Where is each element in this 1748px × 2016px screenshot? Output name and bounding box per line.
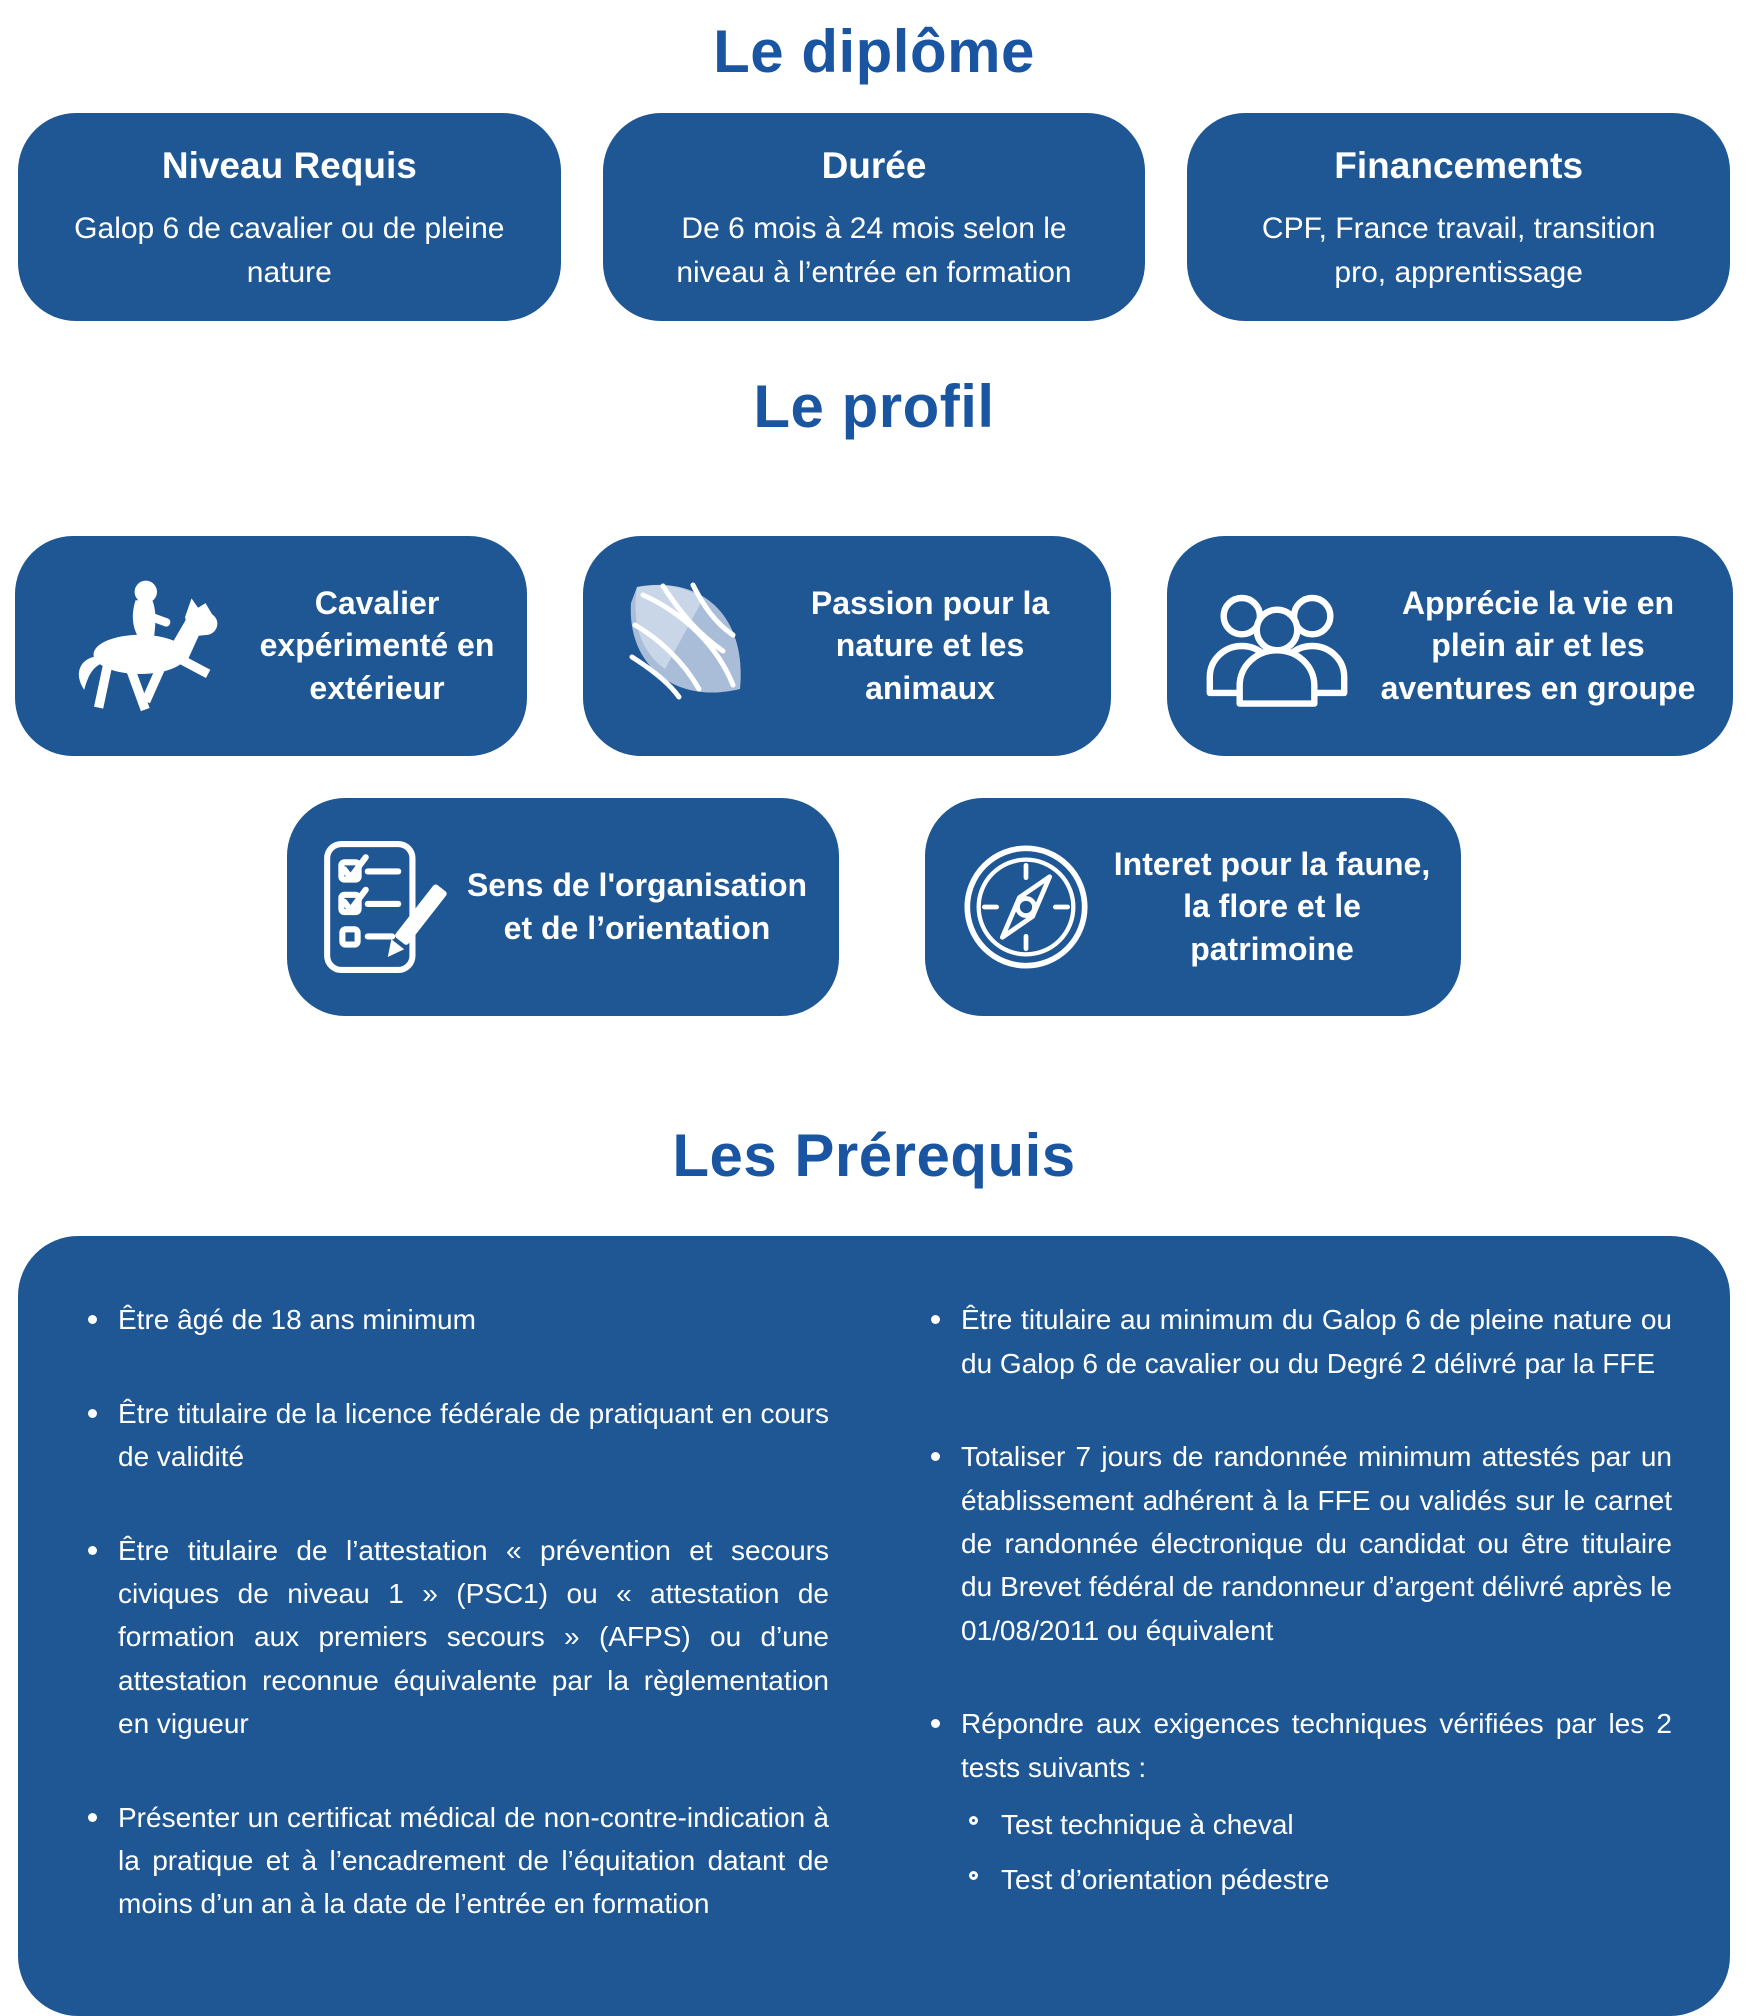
card-passion-nature [583, 536, 1111, 756]
prereq-item: Répondre aux exigences techniques vérifiées par les 2 tests suivants : Test technique à cheval Test d’orientation pédestre [919, 1702, 1672, 1902]
card-title: Durée [821, 145, 927, 187]
card-interet-faune-flore [925, 798, 1461, 1016]
card-duree [603, 113, 1146, 321]
profil-card-label: Sens de l'organisation et de l’orientation [466, 867, 808, 946]
card-vie-plein-air [1167, 536, 1733, 756]
prereq-item: Être titulaire de l’attestation « prévention et secours civiques de niveau 1 » (PSC1) ou « attestation de formation aux premiers secours » (AFPS) ou d’une attestation reconnue équivalente par la règlementation en vigueur [76, 1529, 829, 1746]
prereq-item: Totaliser 7 jours de randonnée minimum attestés par un établissement adhérent à la FFE ou validés sur le carnet de randonnée électronique du candidat ou être titulaire du Brevet fédéral de randonneur d’argent délivré après le 01/08/2011 ou équivalent [919, 1435, 1672, 1652]
prerequis-list-left [76, 1298, 829, 1925]
prereq-item: Être âgé de 18 ans minimum [76, 1298, 829, 1341]
prerequis-right-column [919, 1298, 1672, 1975]
profil-cards-row-2 [0, 798, 1748, 1016]
card-financements [1187, 113, 1730, 321]
leaf-icon [613, 571, 763, 721]
checklist-icon [317, 834, 449, 980]
card-body: De 6 mois à 24 mois selon le niveau à l’entrée en formation [676, 212, 1072, 289]
card-title: Financements [1334, 145, 1584, 187]
profil-card-label: Interet pour la faune, la flore et le patrimoine [1113, 846, 1431, 967]
prerequis-box [18, 1236, 1730, 2015]
prereq-item: Être titulaire de la licence fédérale de pratiquant en cours de validité [76, 1392, 829, 1479]
diplome-section-title: Le diplôme [713, 18, 1035, 85]
card-sens-organisation [287, 798, 839, 1016]
prerequis-list-right [919, 1298, 1672, 1901]
card-niveau-requis [18, 113, 561, 321]
prereq-item: Être titulaire au minimum du Galop 6 de pleine nature ou du Galop 6 de cavalier ou du Degré 2 délivré par la FFE [919, 1298, 1672, 1385]
prereq-item: Présenter un certificat médical de non-contre-indication à la pratique et à l’encadrement de l’équitation datant de moins d’un an à la date de l’entrée en formation [76, 1796, 829, 1926]
prereq-subitem: Test d’orientation pédestre [961, 1858, 1672, 1901]
prerequis-left-column [76, 1298, 829, 1975]
prerequis-section-title: Les Prérequis [672, 1121, 1076, 1189]
card-cavalier-experimente [15, 536, 527, 756]
profil-card-label: Passion pour la nature et les animaux [810, 585, 1050, 706]
profil-cards-row-1 [0, 536, 1748, 756]
profil-card-label: Cavalier expérimenté en extérieur [259, 585, 495, 706]
people-group-icon [1197, 582, 1357, 710]
prereq-subitem: Test technique à cheval [961, 1803, 1672, 1846]
profil-card-label: Apprécie la vie en plein air et les aventures en groupe [1380, 585, 1696, 706]
prerequis-tests-sublist [961, 1803, 1672, 1902]
profil-section-title: Le profil [753, 372, 995, 440]
card-body: CPF, France travail, transition pro, apprentissage [1261, 212, 1656, 289]
diplome-cards-row [18, 113, 1730, 321]
compass-icon [955, 836, 1097, 978]
card-title: Niveau Requis [161, 145, 417, 187]
card-body: Galop 6 de cavalier ou de pleine nature [74, 212, 505, 289]
horse-rider-icon [45, 566, 241, 726]
